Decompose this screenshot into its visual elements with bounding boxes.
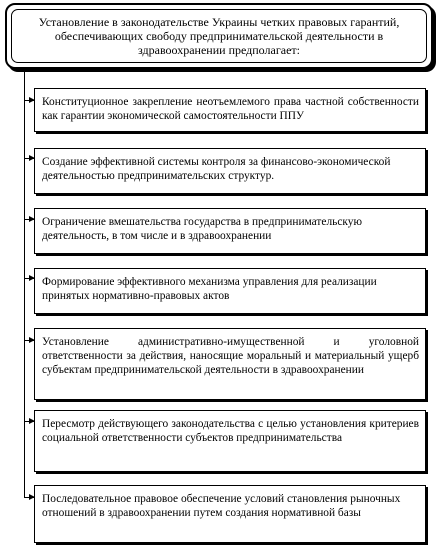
arrow-6: [24, 421, 34, 422]
arrow-5: [24, 340, 34, 341]
arrow-4: [24, 278, 34, 279]
arrow-7: [24, 497, 34, 498]
header-box: [5, 3, 433, 69]
header-text: Установление в законодательстве Украины четких правовых гарантий, обеспечивающих свободу предпринимательской деятельности в здравоохранении предполагает:: [11, 9, 427, 63]
item-box-1: Конституционное закрепление неотъемлемого права частной собственности как гарантии экономической самостоятельности ППУ: [34, 88, 426, 132]
arrow-1: [24, 100, 34, 101]
item-box-6: Пересмотр действующего законодательства с целью установления критериев социальной ответственности субъектов предпринимательства: [34, 410, 426, 472]
item-box-5: Установление административно-имущественной и уголовной ответственности за действия, наносящие моральный и материальный ущерб субъектам предпринимательской деятельности в здравоохранении: [34, 328, 426, 400]
item-box-2: Создание эффективной системы контроля за финансово-экономической деятельностью предпринимательских структур.: [34, 148, 426, 194]
arrow-3: [24, 219, 34, 220]
item-box-7: Последовательное правовое обеспечение условий становления рыночных отношений в здравоохранении путем создания нормативной базы: [34, 485, 426, 543]
arrow-2: [24, 158, 34, 159]
connector-spine: [24, 70, 25, 498]
item-box-4: Формирование эффективного механизма управления для реализации принятых нормативно-правовых актов: [34, 268, 426, 314]
item-box-3: Ограничение вмешательства государства в предпринимательскую деятельность, в том числе и в здравоохранении: [34, 208, 426, 254]
